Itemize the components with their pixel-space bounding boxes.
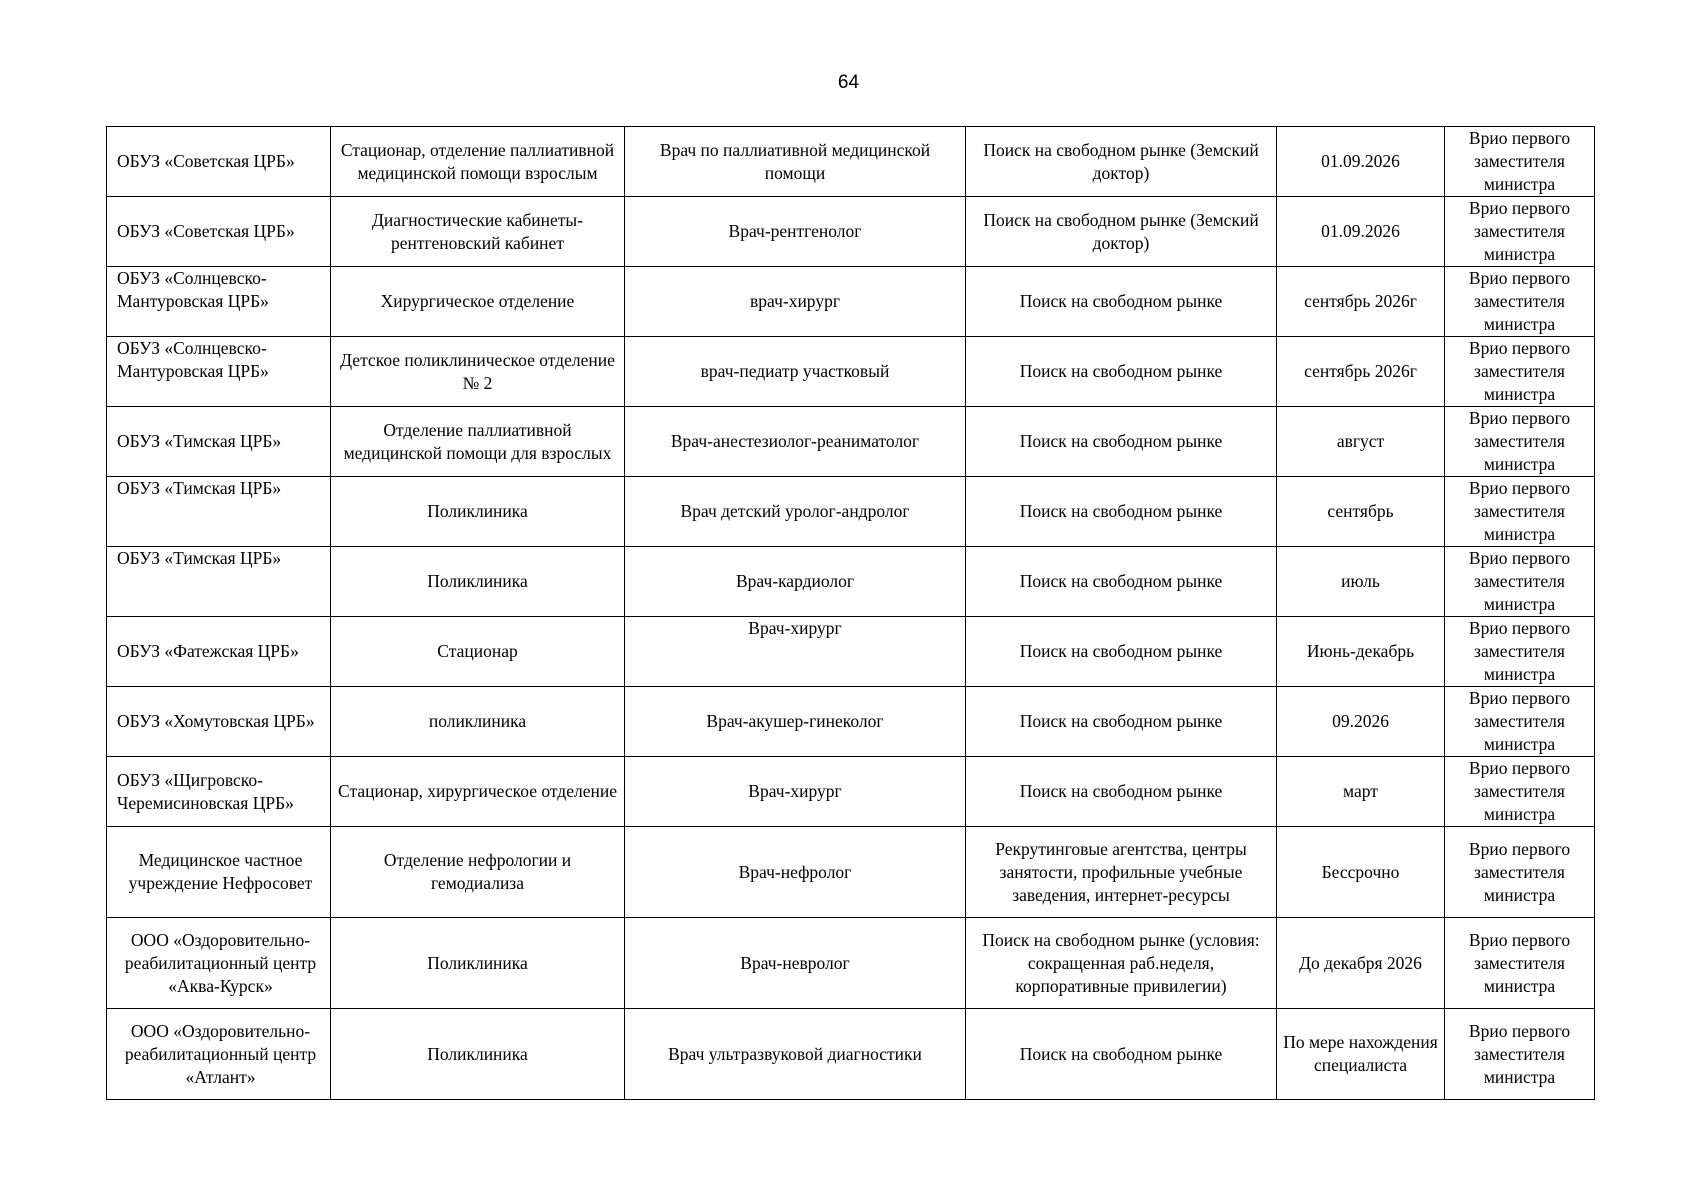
responsible-cell: Врио первого заместителя министра (1445, 547, 1595, 617)
method-cell: Поиск на свободном рынке (966, 687, 1277, 757)
responsible-cell: Врио первого заместителя министра (1445, 1009, 1595, 1100)
position-cell: врач-хирург (625, 267, 966, 337)
responsible-cell: Врио первого заместителя министра (1445, 127, 1595, 197)
method-cell: Поиск на свободном рынке (966, 337, 1277, 407)
term-cell: август (1277, 407, 1445, 477)
position-cell: Врач по паллиативной медицинской помощи (625, 127, 966, 197)
method-cell: Поиск на свободном рынке (966, 547, 1277, 617)
term-cell: июль (1277, 547, 1445, 617)
term-cell: По мере нахождения специалиста (1277, 1009, 1445, 1100)
responsible-cell: Врио первого заместителя министра (1445, 337, 1595, 407)
term-cell: сентябрь 2026г (1277, 337, 1445, 407)
unit-cell: Отделение нефрологии и гемодиализа (331, 827, 625, 918)
responsible-cell: Врио первого заместителя министра (1445, 918, 1595, 1009)
page-number: 64 (837, 72, 860, 93)
position-cell: Врач-хирург (625, 757, 966, 827)
method-cell: Поиск на свободном рынке (Земский доктор) (966, 127, 1277, 197)
position-cell: Врач-нефролог (625, 827, 966, 918)
table-row (107, 547, 1595, 617)
position-cell: Врач детский уролог-андролог (625, 477, 966, 547)
responsible-cell: Врио первого заместителя министра (1445, 757, 1595, 827)
table-row (107, 617, 1595, 687)
term-cell: 01.09.2026 (1277, 197, 1445, 267)
unit-cell: Поликлиника (331, 918, 625, 1009)
term-cell: сентябрь 2026г (1277, 267, 1445, 337)
unit-cell: Стационар, хирургическое отделение (331, 757, 625, 827)
method-cell: Поиск на свободном рынке (966, 617, 1277, 687)
responsible-cell: Врио первого заместителя министра (1445, 687, 1595, 757)
position-cell: Врач-кардиолог (625, 547, 966, 617)
responsible-cell: Врио первого заместителя министра (1445, 197, 1595, 267)
table-row (107, 687, 1595, 757)
term-cell: 09.2026 (1277, 687, 1445, 757)
term-cell: март (1277, 757, 1445, 827)
term-cell: До декабря 2026 (1277, 918, 1445, 1009)
method-cell: Поиск на свободном рынке (966, 407, 1277, 477)
term-cell: 01.09.2026 (1277, 127, 1445, 197)
unit-cell: поликлиника (331, 687, 625, 757)
org-cell: ОБУЗ «Тимская ЦРБ» (107, 477, 331, 547)
unit-cell: Поликлиника (331, 547, 625, 617)
org-cell: ОБУЗ «Тимская ЦРБ» (107, 547, 331, 617)
method-cell: Поиск на свободном рынке (условия: сокращенная раб.неделя, корпоративные привилегии) (966, 918, 1277, 1009)
unit-cell: Детское поликлиническое отделение № 2 (331, 337, 625, 407)
responsible-cell: Врио первого заместителя министра (1445, 827, 1595, 918)
position-cell: Врач-рентгенолог (625, 197, 966, 267)
unit-cell: Стационар (331, 617, 625, 687)
position-cell: Врач-акушер-гинеколог (625, 687, 966, 757)
table-row (107, 337, 1595, 407)
org-cell: ОБУЗ «Хомутовская ЦРБ» (107, 687, 331, 757)
method-cell: Поиск на свободном рынке (966, 1009, 1277, 1100)
method-cell: Поиск на свободном рынке (Земский доктор) (966, 197, 1277, 267)
table-row (107, 827, 1595, 918)
term-cell: Бессрочно (1277, 827, 1445, 918)
responsible-cell: Врио первого заместителя министра (1445, 617, 1595, 687)
org-cell: ОБУЗ «Тимская ЦРБ» (107, 407, 331, 477)
org-cell: ОБУЗ «Советская ЦРБ» (107, 127, 331, 197)
table-row (107, 1009, 1595, 1100)
table-row (107, 127, 1595, 197)
unit-cell: Поликлиника (331, 1009, 625, 1100)
table-row (107, 407, 1595, 477)
position-cell: Врач ультразвуковой диагностики (625, 1009, 966, 1100)
responsible-cell: Врио первого заместителя министра (1445, 407, 1595, 477)
unit-cell: Диагностические кабинеты-рентгеновский кабинет (331, 197, 625, 267)
org-cell: ООО «Оздоровительно-реабилитационный центр «Аква-Курск» (107, 918, 331, 1009)
position-cell: врач-педиатр участковый (625, 337, 966, 407)
table-row (107, 477, 1595, 547)
unit-cell: Отделение паллиативной медицинской помощи для взрослых (331, 407, 625, 477)
vacancy-table (106, 126, 1595, 1100)
org-cell: ОБУЗ «Советская ЦРБ» (107, 197, 331, 267)
org-cell: ОБУЗ «Щигровско-Черемисиновская ЦРБ» (107, 757, 331, 827)
method-cell: Поиск на свободном рынке (966, 477, 1277, 547)
org-cell: ОБУЗ «Фатежская ЦРБ» (107, 617, 331, 687)
unit-cell: Стационар, отделение паллиативной медицинской помощи взрослым (331, 127, 625, 197)
table-row (107, 197, 1595, 267)
method-cell: Рекрутинговые агентства, центры занятости, профильные учебные заведения, интернет-ресурсы (966, 827, 1277, 918)
method-cell: Поиск на свободном рынке (966, 267, 1277, 337)
responsible-cell: Врио первого заместителя министра (1445, 267, 1595, 337)
org-cell: ОБУЗ «Солнцевско-Мантуровская ЦРБ» (107, 267, 331, 337)
org-cell: ООО «Оздоровительно-реабилитационный центр «Атлант» (107, 1009, 331, 1100)
org-cell: Медицинское частное учреждение Нефросовет (107, 827, 331, 918)
unit-cell: Хирургическое отделение (331, 267, 625, 337)
table-row (107, 267, 1595, 337)
term-cell: сентябрь (1277, 477, 1445, 547)
table-row (107, 757, 1595, 827)
position-cell: Врач-невролог (625, 918, 966, 1009)
term-cell: Июнь-декабрь (1277, 617, 1445, 687)
org-cell: ОБУЗ «Солнцевско-Мантуровская ЦРБ» (107, 337, 331, 407)
table-row (107, 918, 1595, 1009)
position-cell: Врач-хирург (625, 617, 966, 687)
responsible-cell: Врио первого заместителя министра (1445, 477, 1595, 547)
unit-cell: Поликлиника (331, 477, 625, 547)
position-cell: Врач-анестезиолог-реаниматолог (625, 407, 966, 477)
method-cell: Поиск на свободном рынке (966, 757, 1277, 827)
